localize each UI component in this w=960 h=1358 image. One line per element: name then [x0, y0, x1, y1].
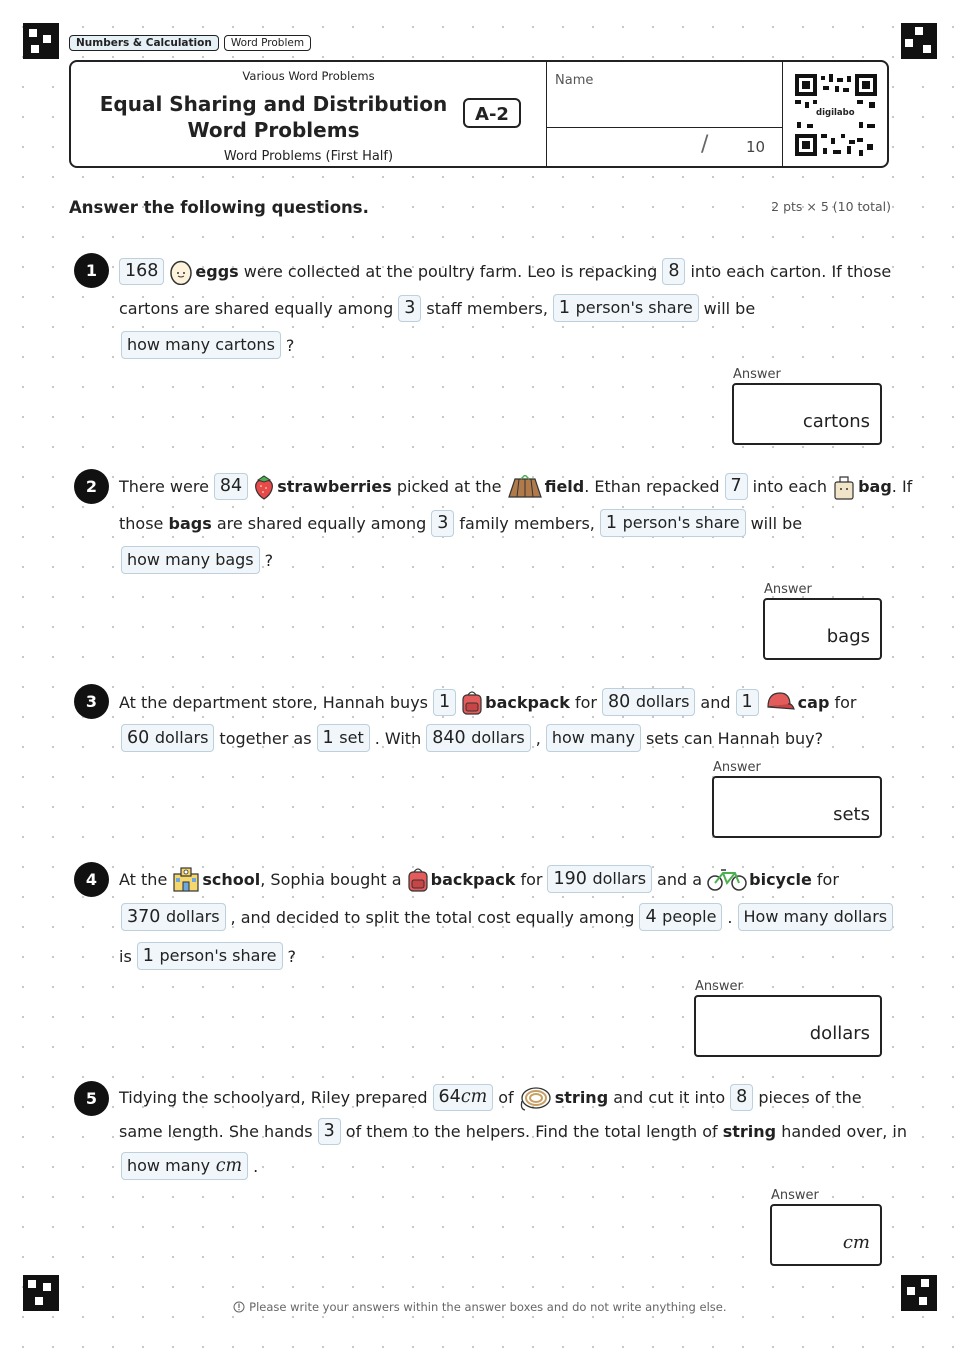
- price-value: 840: [432, 728, 466, 748]
- value-box: 84: [214, 473, 248, 500]
- text: were collected at the poultry farm. Leo is repacking: [243, 262, 658, 281]
- ask-box: [121, 1152, 248, 1180]
- question-3-line-1: [119, 688, 856, 716]
- share-number: 1: [558, 298, 571, 318]
- text: and: [700, 692, 731, 712]
- info-circle-icon: [233, 1301, 245, 1313]
- egg-icon: [169, 259, 193, 285]
- people-unit: people: [662, 907, 717, 926]
- question-4-line-1: [119, 865, 839, 893]
- question-4-line-2: [119, 903, 898, 931]
- text: sets can Hannah buy?: [645, 728, 824, 748]
- tag-category: Numbers & Calculation: [69, 35, 219, 51]
- text: . If: [891, 477, 913, 496]
- set-number: 1: [322, 728, 334, 748]
- keyword-bag: bag: [858, 477, 892, 496]
- registration-marker-top-left: [23, 23, 59, 59]
- instructions: Answer the following questions.: [69, 198, 369, 217]
- price-unit: dollars: [471, 728, 525, 747]
- text: into each carton. If those: [690, 262, 892, 281]
- price-box: [547, 865, 652, 893]
- price-unit: dollars: [635, 692, 690, 711]
- value-box: 168: [119, 258, 164, 285]
- keyword-backpack: backpack: [485, 692, 570, 712]
- price-value: 190: [553, 869, 587, 889]
- ask-unit: cm: [215, 1156, 243, 1176]
- worksheet-header: [69, 60, 889, 168]
- price-box: [426, 724, 531, 752]
- strawberry-icon: [253, 474, 275, 500]
- text: will be: [750, 513, 803, 533]
- price-box: [121, 903, 226, 931]
- price-unit: dollars: [154, 728, 209, 747]
- length-value: 64: [438, 1087, 461, 1107]
- text: into each: [752, 477, 827, 496]
- question-2-line-1: [119, 473, 912, 500]
- worksheet-subtitle: Word Problems (First Half): [223, 149, 394, 164]
- series-title: Various Word Problems: [242, 69, 375, 83]
- text: At the department store, Hannah buys: [119, 692, 428, 712]
- page-title: [71, 91, 476, 143]
- value-box: 8: [730, 1084, 753, 1111]
- title-line-2: Word Problems: [187, 118, 360, 142]
- answer-label: Answer: [695, 979, 743, 994]
- answer-unit: sets: [833, 804, 870, 825]
- ask-text: how many: [127, 1156, 211, 1175]
- text: staff members,: [426, 298, 548, 318]
- share-box: [553, 294, 699, 322]
- answer-box-5[interactable]: [770, 1204, 882, 1266]
- keyword-field: field: [544, 477, 585, 496]
- question-5-line-3: [119, 1152, 258, 1180]
- question-4-number: 4: [74, 862, 109, 897]
- keyword-string: string: [554, 1088, 609, 1107]
- text: .: [727, 907, 733, 927]
- bag-icon: [832, 474, 856, 500]
- text: ?: [287, 946, 297, 966]
- price-unit: dollars: [165, 907, 220, 926]
- length-unit: cm: [460, 1087, 488, 1107]
- backpack-icon: [461, 689, 483, 715]
- people-box: [639, 903, 722, 931]
- title-line-1: Equal Sharing and Distribution: [99, 92, 448, 116]
- value-box: 8: [662, 258, 685, 285]
- text: for: [816, 869, 839, 889]
- price-unit: dollars: [592, 869, 647, 888]
- backpack-icon: [407, 866, 429, 892]
- text: There were: [119, 477, 209, 496]
- text: those: [119, 513, 164, 533]
- question-5-line-1: [119, 1084, 862, 1111]
- score-slash: /: [701, 132, 709, 157]
- text: cartons are shared equally among: [119, 298, 394, 318]
- points-info: 2 pts × 5 (10 total): [771, 199, 891, 214]
- bicycle-icon: [707, 867, 747, 891]
- school-icon: [172, 866, 200, 892]
- text: Tidying the schoolyard, Riley prepared: [119, 1088, 428, 1107]
- price-box: [602, 688, 695, 716]
- question-3-line-2: [119, 724, 823, 752]
- text: ?: [285, 335, 295, 355]
- question-4-line-3: [119, 942, 296, 970]
- text: , and decided to split the total cost equally among: [230, 907, 635, 927]
- share-text: person's share: [622, 513, 740, 532]
- qr-caption: digilabo: [816, 108, 855, 118]
- text: and cut it into: [613, 1088, 726, 1107]
- text: family members,: [459, 513, 595, 533]
- ask-box: [121, 546, 260, 574]
- answer-unit: cm: [842, 1232, 870, 1253]
- text: . With: [374, 728, 422, 748]
- question-2-number: 2: [74, 469, 109, 504]
- value-box: 1: [736, 689, 759, 716]
- text: for: [574, 692, 597, 712]
- footer-text: Please write your answers within the answer boxes and do not write anything else.: [249, 1300, 727, 1314]
- value-box: 3: [431, 510, 454, 537]
- score-field[interactable]: [546, 128, 782, 166]
- text: At the: [119, 869, 168, 889]
- question-1-line-2: [119, 294, 755, 322]
- answer-label: Answer: [713, 760, 761, 775]
- category-tags: [69, 35, 311, 51]
- ask-text: how many cartons: [127, 335, 275, 354]
- price-value: 80: [607, 692, 631, 712]
- price-value: 60: [127, 728, 150, 748]
- question-1-line-3: [119, 331, 294, 359]
- text: pieces of the: [758, 1088, 862, 1107]
- name-label: Name: [555, 73, 594, 88]
- question-2-line-3: [119, 546, 273, 574]
- text: will be: [703, 298, 756, 318]
- text: picked at the: [396, 477, 502, 496]
- text: , Sophia bought a: [260, 869, 402, 889]
- ask-box: [121, 331, 281, 359]
- text: handed over, in: [781, 1122, 907, 1141]
- text: same length. She hands: [119, 1122, 313, 1141]
- ask-box: [738, 903, 894, 931]
- text: of them to the helpers. Find the total length of: [345, 1122, 718, 1141]
- question-2-line-2: [119, 509, 802, 537]
- keyword-backpack: backpack: [430, 869, 516, 889]
- answer-label: Answer: [771, 1188, 819, 1203]
- share-text: person's share: [575, 298, 693, 317]
- answer-unit: bags: [826, 626, 870, 647]
- keyword-cap: cap: [797, 692, 830, 712]
- share-text: person's share: [159, 946, 277, 965]
- answer-label: Answer: [733, 367, 781, 382]
- text: .: [253, 1156, 259, 1176]
- answer-unit: cartons: [802, 411, 870, 432]
- price-box: [121, 724, 214, 752]
- share-number: 1: [142, 946, 154, 966]
- set-box: [317, 724, 370, 752]
- ask-text: how many bags: [127, 550, 254, 569]
- text: of: [498, 1088, 514, 1107]
- tag-type: Word Problem: [224, 35, 311, 51]
- keyword-strawberries: strawberries: [277, 477, 392, 496]
- ask-text: How many dollars: [743, 907, 888, 926]
- text: . Ethan repacked: [584, 477, 720, 496]
- text: and a: [657, 869, 703, 889]
- share-box: [600, 509, 746, 537]
- cap-icon: [764, 691, 796, 713]
- answer-box-1[interactable]: [732, 383, 882, 445]
- ask-box: [546, 724, 641, 752]
- people-number: 4: [645, 907, 657, 927]
- question-1-number: 1: [74, 253, 109, 288]
- text: ,: [535, 728, 541, 748]
- field-icon: [507, 475, 543, 499]
- question-5-number: 5: [74, 1081, 109, 1116]
- qr-code-box: [782, 62, 886, 166]
- keyword-eggs: eggs: [195, 262, 239, 281]
- answer-box-3[interactable]: [712, 776, 882, 838]
- text: ?: [264, 550, 274, 570]
- name-field[interactable]: [546, 62, 782, 128]
- answer-unit: dollars: [809, 1023, 870, 1044]
- question-5-line-2: [119, 1118, 907, 1145]
- answer-box-4[interactable]: [694, 995, 882, 1057]
- question-3-number: 3: [74, 684, 109, 719]
- score-total: 10: [746, 138, 766, 156]
- text: for: [520, 869, 543, 889]
- text: are shared equally among: [216, 513, 427, 533]
- value-box: 3: [318, 1118, 341, 1145]
- value-box: 7: [725, 473, 748, 500]
- footer-note: [0, 1300, 960, 1314]
- keyword-bicycle: bicycle: [749, 869, 812, 889]
- answer-box-2[interactable]: [763, 598, 882, 660]
- worksheet-code: A-2: [463, 98, 521, 128]
- keyword-bags: bags: [168, 513, 212, 533]
- keyword-string: string: [722, 1122, 777, 1141]
- string-icon: [519, 1085, 553, 1111]
- set-unit: set: [339, 728, 364, 747]
- price-value: 370: [127, 907, 161, 927]
- share-box: [137, 942, 283, 970]
- value-box: 3: [398, 295, 421, 322]
- text: for: [834, 692, 857, 712]
- question-1-line-1: [119, 258, 891, 285]
- length-box: [433, 1084, 494, 1111]
- answer-label: Answer: [764, 582, 812, 597]
- share-number: 1: [605, 513, 617, 533]
- ask-text: how many: [551, 728, 635, 747]
- text: together as: [219, 728, 312, 748]
- text: is: [119, 946, 132, 966]
- registration-marker-top-right: [901, 23, 937, 59]
- keyword-school: school: [202, 869, 261, 889]
- value-box: 1: [433, 689, 456, 716]
